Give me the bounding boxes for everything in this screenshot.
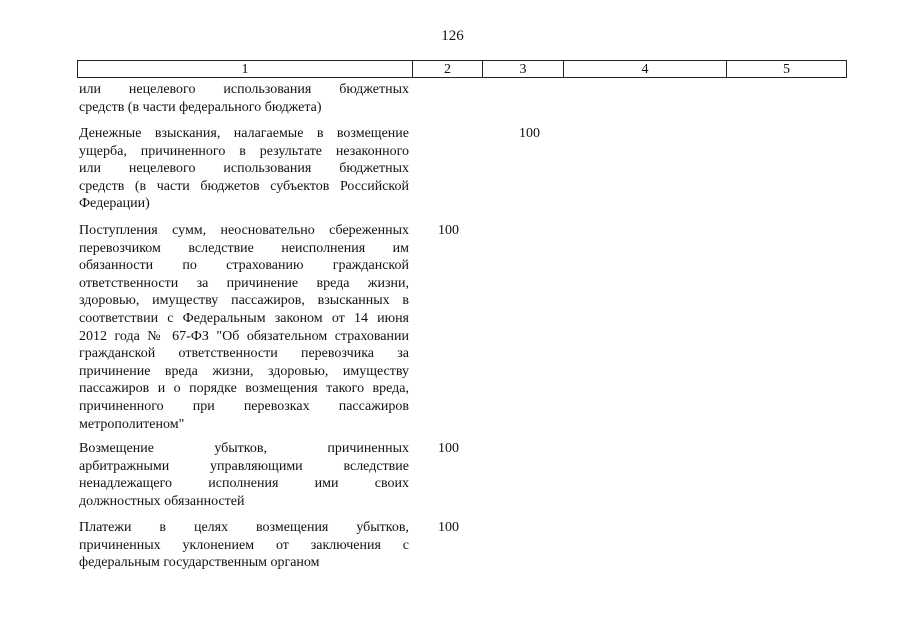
row-description-line: причинение вреда жизни, здоровью, имуществу (79, 363, 409, 379)
row-description-line: соответствии с Федеральным законом от 14 июня (79, 310, 409, 326)
row-description-line: пассажиров и о порядке возмещения такого вреда, (79, 381, 409, 397)
row-description-line: Денежные взыскания, налагаемые в возмещение (79, 126, 409, 141)
row-description-line: или нецелевого использования бюджетных (79, 161, 409, 177)
row-description (79, 440, 409, 510)
row-description-line: ответственности за причинение вреда жизни, (79, 275, 409, 291)
row-description-line: Поступления сумм, неосновательно сбереженных (79, 223, 409, 238)
column-header-1: 1 (78, 61, 413, 78)
column-header-3: 3 (483, 61, 564, 78)
row-description (79, 81, 409, 116)
row-description-line: федеральным государственным органом (79, 555, 320, 571)
row-value-col2: 100 (438, 441, 459, 456)
column-header-5: 5 (727, 61, 847, 78)
row-description-line: здоровью, имуществу пассажиров, взысканных в (79, 293, 409, 309)
row-description-line: арбитражными управляющими вследствие (79, 458, 409, 474)
row-description (79, 222, 409, 433)
row-description-line: 2012 года № 67-ФЗ "Об обязательном страховании (79, 328, 409, 344)
row-value-col2: 100 (438, 520, 459, 535)
row-description-line: или нецелевого использования бюджетных (79, 82, 409, 97)
row-value-col2: 100 (438, 223, 459, 238)
row-description-line: Платежи в целях возмещения убытков, (79, 520, 409, 535)
row-description-line: ненадлежащего исполнения ими своих (79, 476, 409, 492)
row-description-line: причиненных уклонением от заключения с (79, 537, 409, 553)
row-description-line: обязанности по страхованию гражданской (79, 258, 409, 274)
row-value-col3: 100 (519, 126, 540, 141)
row-description-line: перевозчиком вследствие неисполнения им (79, 240, 409, 256)
row-description-line: Федерации) (79, 196, 150, 212)
column-header-table (77, 60, 847, 78)
row-description-line: метрополитеном" (79, 416, 185, 432)
row-description (79, 519, 409, 572)
row-description-line: средств (в части бюджетов субъектов Российской (79, 178, 409, 194)
row-description-line: причиненного при перевозках пассажиров (79, 398, 409, 414)
row-description-line: гражданской ответственности перевозчика за (79, 346, 409, 362)
column-header-row (78, 61, 847, 78)
page-number: 126 (441, 28, 464, 44)
row-description (79, 125, 409, 213)
row-description-line: ущерба, причиненного в результате незаконного (79, 143, 409, 159)
column-header-2: 2 (413, 61, 483, 78)
row-description-line: средств (в части федерального бюджета) (79, 99, 322, 115)
row-description-line: должностных обязанностей (79, 493, 245, 509)
row-description-line: Возмещение убытков, причиненных (79, 441, 409, 456)
column-header-4: 4 (564, 61, 727, 78)
